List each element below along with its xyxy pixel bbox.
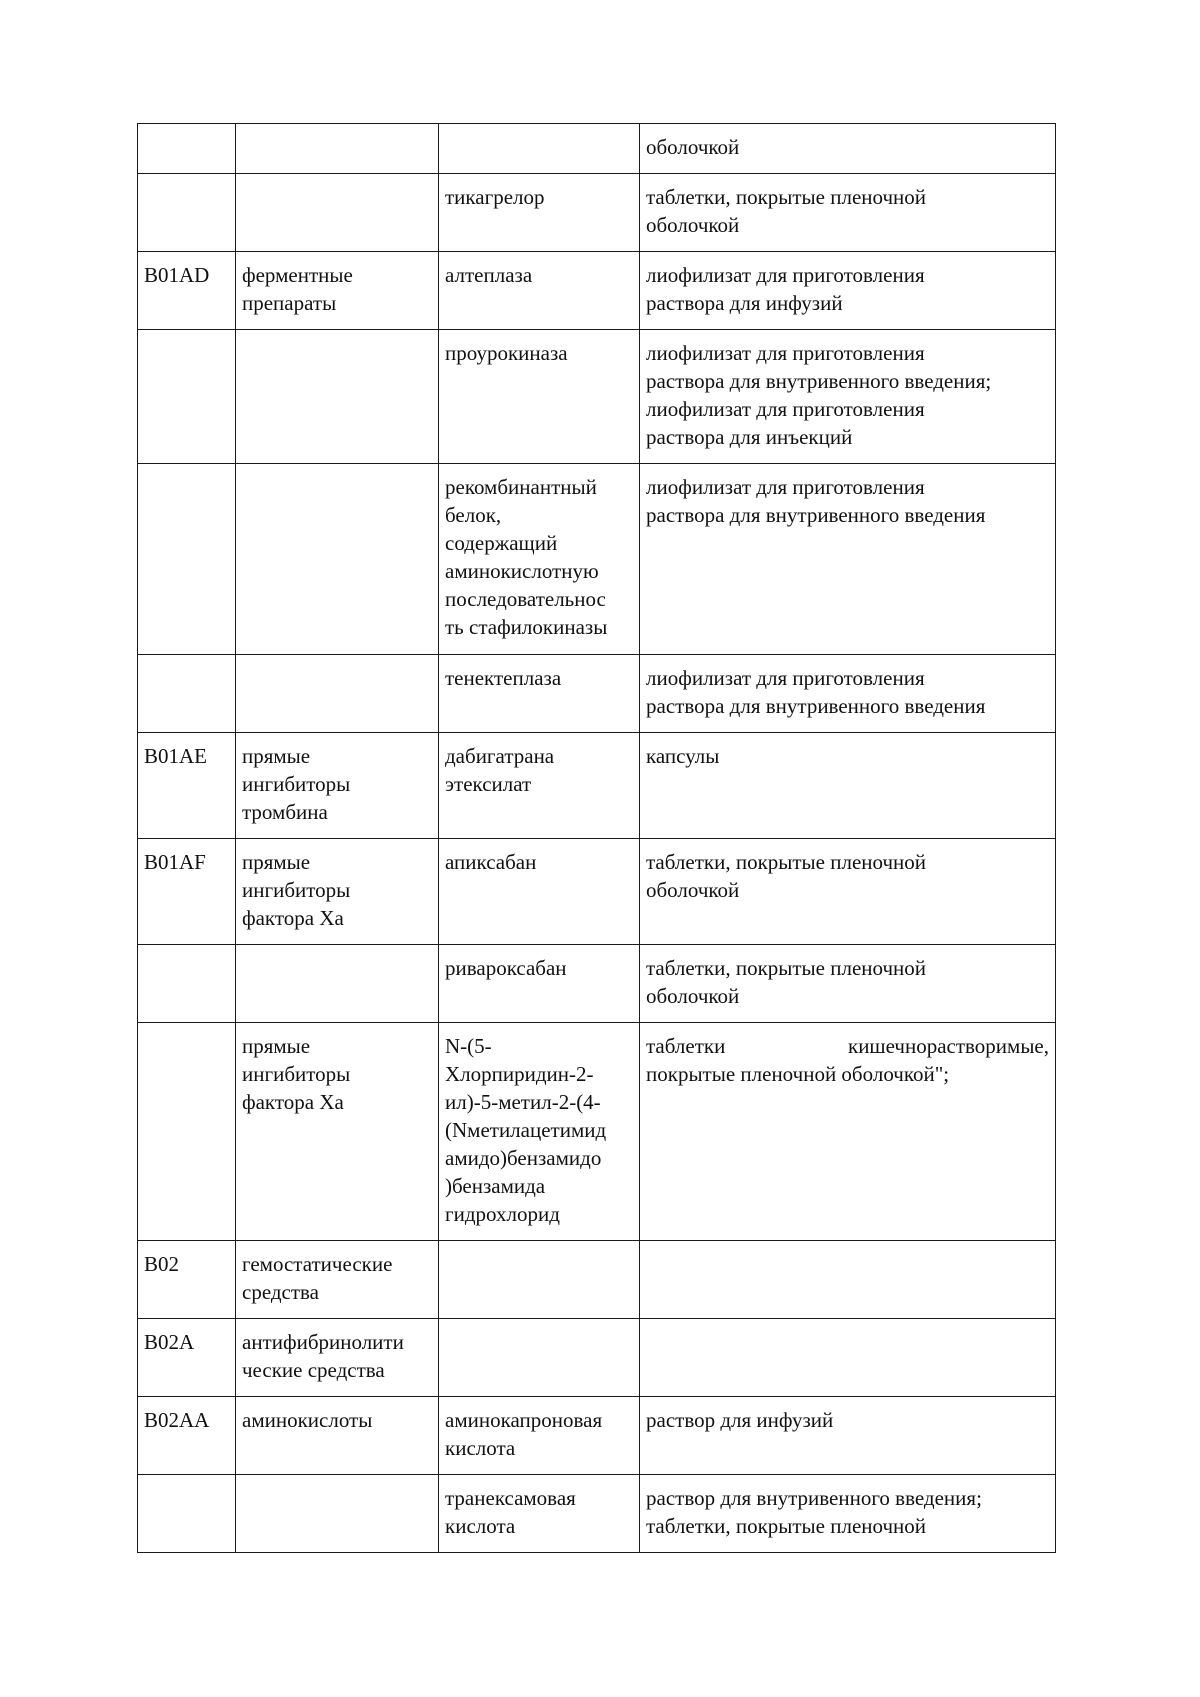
atc-code-cell [138,1023,236,1241]
dosage-form-cell: таблетки, покрытые пленочной оболочкой [640,839,1056,945]
dosage-form-line-1: таблетки кишечнорастворимые, [646,1034,1049,1058]
table-row [138,174,1056,252]
atc-code-cell [138,655,236,733]
dosage-form-cell: таблетки, покрытые пленочной оболочкой [640,174,1056,252]
atc-code-cell [138,1475,236,1553]
atc-code-cell [138,330,236,464]
table-row [138,124,1056,174]
table-row [138,1397,1056,1475]
table-row [138,1475,1056,1553]
substance-cell: проурокиназа [439,330,640,464]
atc-code-cell: B01AF [138,839,236,945]
dosage-form-cell: лиофилизат для приготовления раствора для внутривенного введения [640,464,1056,655]
group-cell [236,655,439,733]
dosage-form-cell: лиофилизат для приготовления раствора для инфузий [640,252,1056,330]
group-cell [236,1475,439,1553]
table-row [138,1241,1056,1319]
group-cell: прямые ингибиторы тромбина [236,733,439,839]
group-cell: прямые ингибиторы фактора Xa [236,1023,439,1241]
table-row [138,1319,1056,1397]
substance-cell: N-(5- Хлорпиридин-2- ил)-5-метил-2-(4- (Nметилацетимид амидо)бензамидо )бензамида гидрохлорид [439,1023,640,1241]
atc-code-cell: B01AD [138,252,236,330]
substance-cell [439,124,640,174]
dosage-form-cell: капсулы [640,733,1056,839]
group-cell: аминокислоты [236,1397,439,1475]
dosage-form-cell [640,1241,1056,1319]
dosage-form-cell: оболочкой [640,124,1056,174]
atc-code-cell: B02A [138,1319,236,1397]
table-row [138,464,1056,655]
group-cell: прямые ингибиторы фактора Xa [236,839,439,945]
dosage-form-cell [640,1023,1056,1241]
substance-cell: тикагрелор [439,174,640,252]
substance-cell [439,1241,640,1319]
substance-cell: транексамовая кислота [439,1475,640,1553]
atc-code-cell [138,174,236,252]
table-row [138,733,1056,839]
drug-classification-table [137,123,1056,1553]
dosage-form-cell: раствор для инфузий [640,1397,1056,1475]
group-cell [236,124,439,174]
substance-cell [439,1319,640,1397]
atc-code-cell [138,945,236,1023]
table-row [138,1023,1056,1241]
group-cell: ферментные препараты [236,252,439,330]
substance-cell: ривароксабан [439,945,640,1023]
substance-cell: алтеплаза [439,252,640,330]
dosage-form-line-2: покрытые пленочной оболочкой"; [646,1062,950,1086]
table-row [138,839,1056,945]
table-row [138,655,1056,733]
group-cell [236,945,439,1023]
table-row [138,945,1056,1023]
table-row [138,330,1056,464]
group-cell [236,330,439,464]
dosage-form-cell: раствор для внутривенного введения; таблетки, покрытые пленочной [640,1475,1056,1553]
group-cell [236,464,439,655]
atc-code-cell: B02AA [138,1397,236,1475]
atc-code-cell: B02 [138,1241,236,1319]
atc-code-cell: B01AE [138,733,236,839]
dosage-form-cell [640,1319,1056,1397]
group-cell [236,174,439,252]
atc-code-cell [138,124,236,174]
table-row [138,252,1056,330]
group-cell: антифибринолити ческие средства [236,1319,439,1397]
substance-cell: рекомбинантный белок, содержащий аминокислотную последовательнос ть стафилокиназы [439,464,640,655]
group-cell: гемостатические средства [236,1241,439,1319]
dosage-form-cell: лиофилизат для приготовления раствора для внутривенного введения; лиофилизат для приготовления раствора для инъекций [640,330,1056,464]
substance-cell: апиксабан [439,839,640,945]
substance-cell: тенектеплаза [439,655,640,733]
dosage-form-cell: лиофилизат для приготовления раствора для внутривенного введения [640,655,1056,733]
substance-cell: дабигатрана этексилат [439,733,640,839]
substance-cell: аминокапроновая кислота [439,1397,640,1475]
atc-code-cell [138,464,236,655]
dosage-form-cell: таблетки, покрытые пленочной оболочкой [640,945,1056,1023]
